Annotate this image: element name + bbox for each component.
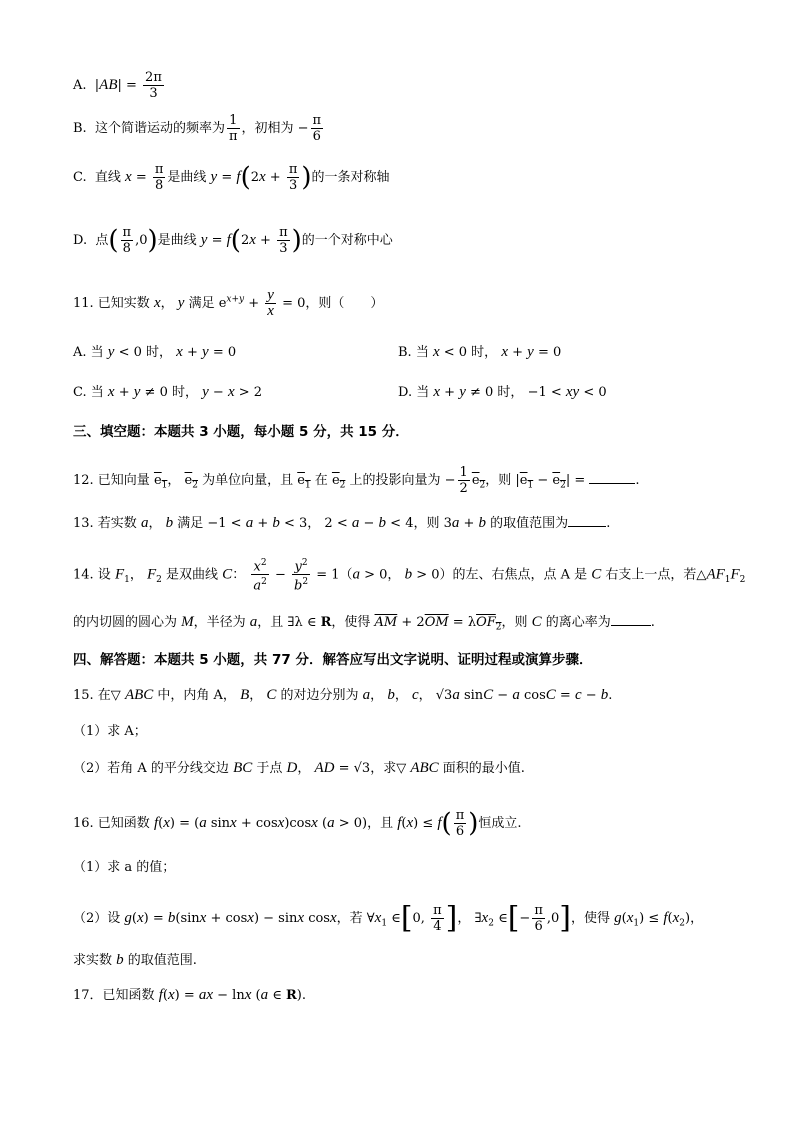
q13: 13. 若实数 a， b 满足 −1 < a + b < 3， 2 < a − b < 4，则 3a + b 的取值范围为 . bbox=[73, 515, 611, 531]
q11-stem: 11. 已知实数 x， y 满足 $e^{x+y}$ + $\frac{y}{x}$ = 0，则（ ） bbox=[73, 287, 384, 319]
section-3-heading: 三、填空题：本题共 3 小题，每小题 5 分，共 15 分． bbox=[73, 424, 409, 440]
q16-stem: 16. 已知函数 f(x) = (a sinx + cosx)cosx (a > 0)，且 f(x) ≤ f( $\frac{\pi}{6}$ )恒成立. bbox=[73, 808, 522, 839]
q11-option-b: B. 当 x < 0 时， x + y = 0 bbox=[398, 344, 562, 360]
q12: 12. 已知向量 $e_1$， $e_2$ 为单位向量，且 $e_1$ 在 $e_2$ 上的投影向量为 − $\frac{1}{2}$ $e_2$，则 $|e_1 - e_2|$ = . bbox=[73, 465, 640, 496]
q16-part2-continued: 求实数 b 的取值范围. bbox=[73, 952, 197, 968]
q10-option-d: D. 点( $\frac{\pi}{8}$ ,0)是曲线 y = f(2x + $\frac{\pi}{3}$ )的一个对称中心 bbox=[73, 225, 393, 256]
q10-option-a: A. |AB| = $\frac{2\pi}{3}$ bbox=[73, 70, 162, 101]
q17-stem: 17．已知函数 f(x) = ax − lnx (a ∈ R). bbox=[73, 987, 307, 1003]
q14-line2: 的内切圆的圆心为 M，半径为 a，且 ∃λ ∈ R，使得 $\overline{AM} + 2\overline{OM} = \lambda OF_2$，则 C 的离心率为 . bbox=[73, 614, 655, 633]
q11-option-c: C. 当 x + y ≠ 0 时， y − x > 2 bbox=[73, 384, 263, 400]
q11-option-a: A. 当 y < 0 时， x + y = 0 bbox=[73, 344, 237, 360]
q11-option-d: D. 当 x + y ≠ 0 时， −1 < xy < 0 bbox=[398, 384, 607, 400]
q10-option-c: C. 直线 x = $\frac{\pi}{8}$ 是曲线 y = f(2x + $\frac{\pi}{3}$ )的一条对称轴 bbox=[73, 162, 390, 193]
q14-line1: 14. 设 $F_1$， $F_2$ 是双曲线 C： $\frac{x^2}{a^2}$ − $\frac{y^2}{b^2}$ = 1（a > 0， b > 0）的左、右焦点，点 A 是 C 右支上一点，若$\triangle AF_1F_2$ bbox=[73, 558, 746, 594]
q15-part2: （2）若角 A 的平分线交边 BC 于点 D， AD = √3，求▽ ABC 面积的最小值. bbox=[73, 760, 525, 776]
q15-part1: （1）求 A； bbox=[73, 724, 147, 739]
q16-part1: （1）求 a 的值； bbox=[73, 860, 176, 875]
section-4-heading: 四、解答题：本题共 5 小题，共 77 分．解答应写出文字说明、证明过程或演算步骤． bbox=[73, 652, 593, 668]
q10-option-b: B. 这个简谐运动的频率为 $\frac{1}{\pi}$ ，初相为 − $\frac{\pi}{6}$ bbox=[73, 113, 322, 144]
q16-part2: （2）设 g(x) = b(sinx + cosx) − sinx cosx，若 $\forall x_1$ ∈[0, $\frac{\pi}{4}$ ]， $\exists x_2$ ∈[− $\frac{\pi}{6}$ ,0]，使得 $g(x_1) \le f(x_2)$， bbox=[73, 900, 704, 936]
q15-stem: 15. 在▽ ABC 中，内角 A， B， C 的对边分别为 a， b， c， √3a sinC − a cosC = c − b. bbox=[73, 687, 613, 703]
